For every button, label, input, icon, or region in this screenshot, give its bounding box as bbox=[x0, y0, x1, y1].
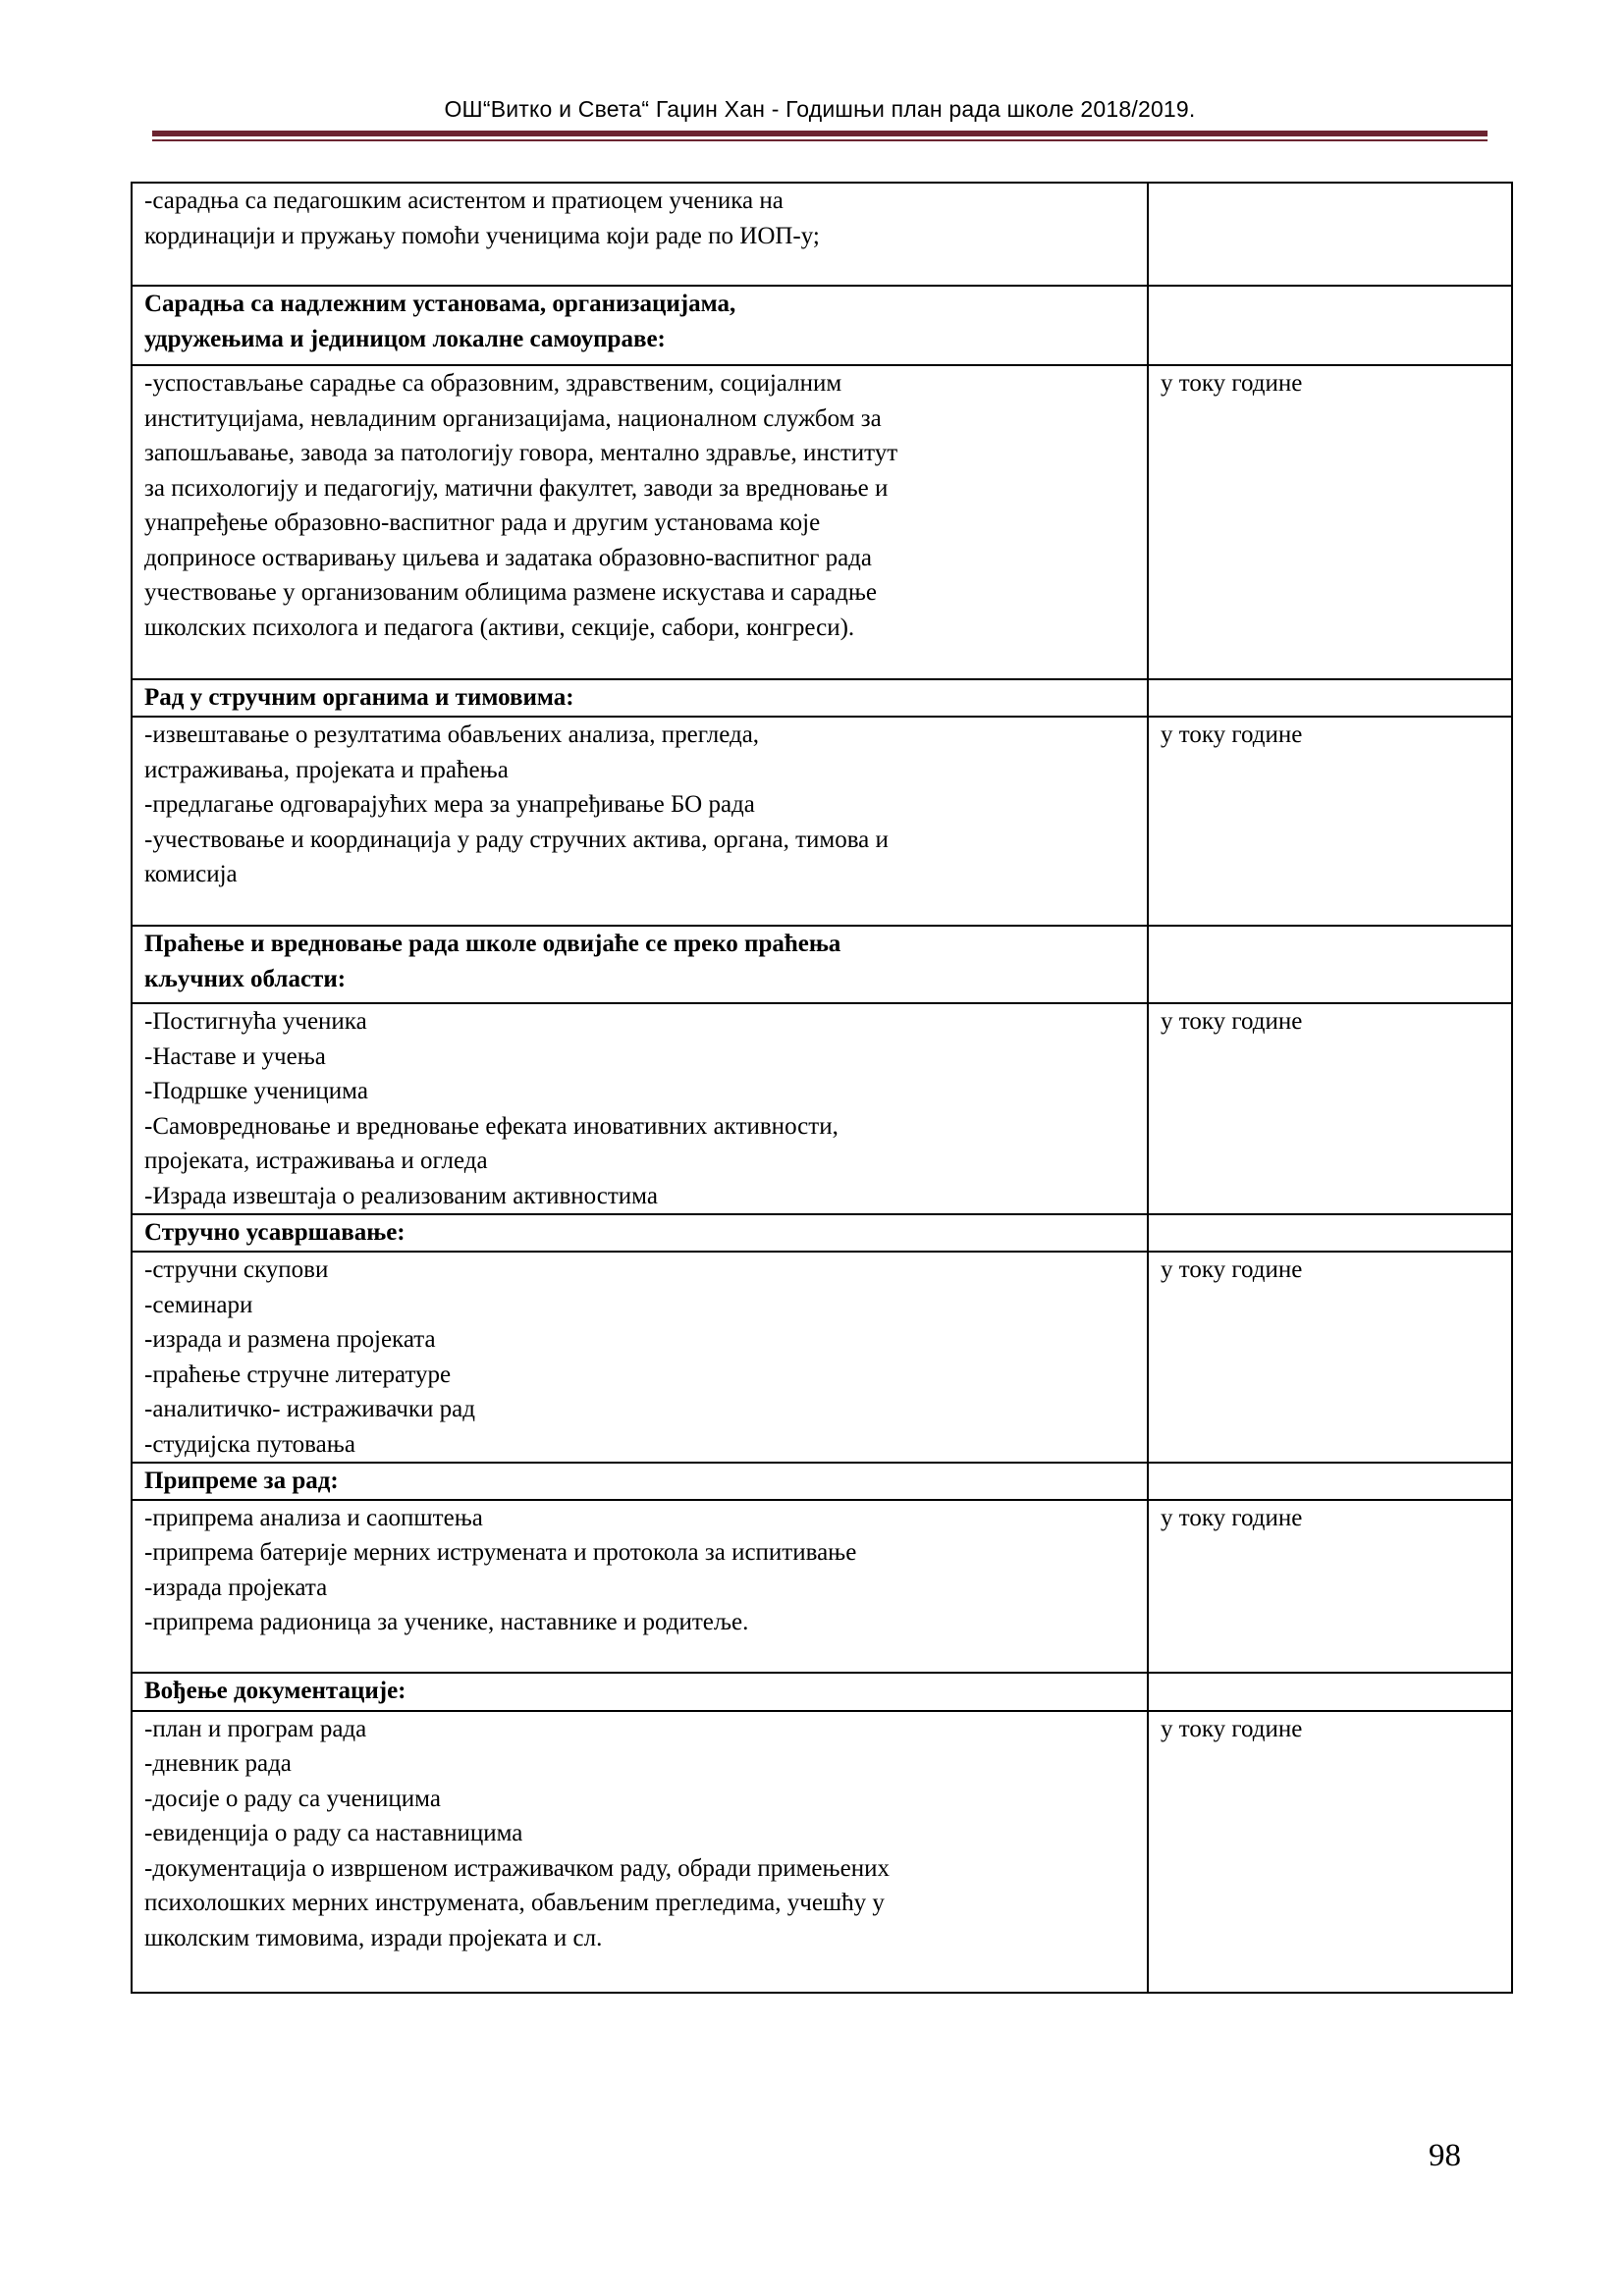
table-section-heading-row bbox=[132, 1214, 1512, 1252]
activity-line: -извештавање о резултатима обављених анализа, прегледа, bbox=[144, 721, 760, 748]
timeframe-cell: у току године bbox=[1148, 1003, 1512, 1214]
activity-line: -припрема анализа и саопштења bbox=[144, 1504, 483, 1531]
activity-line: -израда пројеката bbox=[144, 1574, 328, 1601]
section-heading-cell bbox=[132, 926, 1148, 1003]
activity-cell bbox=[132, 1500, 1148, 1673]
timeframe-cell bbox=[1148, 1673, 1512, 1711]
timeframe-cell bbox=[1148, 679, 1512, 717]
activity-line: -Израда извештаја о реализованим активностима bbox=[144, 1182, 658, 1209]
activity-plan-table bbox=[131, 182, 1513, 1994]
table-row bbox=[132, 717, 1512, 926]
activity-line: -досије о раду са ученицима bbox=[144, 1785, 441, 1812]
section-heading-line: удружењима и јединицом локалне самоуправе: bbox=[144, 325, 666, 352]
section-heading-cell bbox=[132, 679, 1148, 717]
activity-line: школским тимовима, изради пројеката и сл. bbox=[144, 1924, 603, 1951]
timeframe-cell: у току године bbox=[1148, 1252, 1512, 1463]
activity-line: доприносе остваривању циљева и задатака образовно-васпитног рада bbox=[144, 544, 872, 571]
activity-line: -Подршке ученицима bbox=[144, 1078, 368, 1104]
activity-line: -студијска путовања bbox=[144, 1430, 355, 1458]
activity-line: школских психолога и педагога (активи, секције, сабори, конгреси). bbox=[144, 614, 855, 641]
activity-cell bbox=[132, 1003, 1148, 1214]
section-heading-line: Сарадња са надлежним установама, организацијама, bbox=[144, 291, 736, 317]
activity-line: пројеката, истраживања и огледа bbox=[144, 1148, 488, 1174]
activity-line: -Самовредновање и вредновање ефеката иновативних активности, bbox=[144, 1112, 839, 1140]
table-section-heading-row bbox=[132, 1463, 1512, 1500]
activity-line: унапређење образовно-васпитног рада и другим установама које bbox=[144, 509, 821, 536]
section-heading-cell bbox=[132, 286, 1148, 365]
activity-line: -сарадња са педагошким асистентом и пратиоцем ученика на bbox=[144, 187, 784, 214]
activity-line: -документација о извршеном истраживачком раду, обради примењених bbox=[144, 1854, 890, 1882]
activity-line: истраживања, пројеката и праћења bbox=[144, 756, 509, 783]
header-rule-thin bbox=[152, 139, 1488, 141]
activity-cell bbox=[132, 1711, 1148, 1993]
activity-line: -Наставе и учења bbox=[144, 1042, 326, 1070]
table-section-heading-row bbox=[132, 926, 1512, 1003]
section-heading-cell bbox=[132, 1214, 1148, 1252]
activity-line: -семинари bbox=[144, 1291, 253, 1318]
activity-plan-table-body bbox=[132, 183, 1512, 1993]
activity-line: -стручни скупови bbox=[144, 1256, 329, 1283]
timeframe-cell: у току године bbox=[1148, 1711, 1512, 1993]
timeframe-cell bbox=[1148, 286, 1512, 365]
activity-line: -аналитичко- истраживачки рад bbox=[144, 1396, 475, 1422]
table-section-heading-row bbox=[132, 1673, 1512, 1711]
timeframe-cell: у току године bbox=[1148, 1500, 1512, 1673]
activity-line: -успостављање сарадње са образовним, здравственим, социјалним bbox=[144, 370, 842, 397]
activity-line: -израда и размена пројеката bbox=[144, 1326, 436, 1353]
activity-line: -припрема радионица за ученике, наставнике и родитеље. bbox=[144, 1609, 749, 1635]
activity-cell bbox=[132, 183, 1148, 286]
activity-cell bbox=[132, 717, 1148, 926]
activity-line: комисија bbox=[144, 861, 238, 887]
table-row bbox=[132, 1711, 1512, 1993]
activity-line: учествовање у организованим облицима размене искустава и сарадње bbox=[144, 579, 878, 606]
section-heading-line: Стручно усавршавање: bbox=[144, 1219, 406, 1246]
table-row bbox=[132, 1003, 1512, 1214]
activity-line: -дневник рада bbox=[144, 1750, 292, 1777]
timeframe-cell bbox=[1148, 926, 1512, 1003]
table-row bbox=[132, 1252, 1512, 1463]
activity-line: -план и програм рада bbox=[144, 1715, 367, 1742]
page-header-title: ОШ“Витко и Света“ Гаџин Хан - Годишњи план рада школе 2018/2019. bbox=[444, 96, 1196, 122]
table-row bbox=[132, 1500, 1512, 1673]
activity-line: -припрема батерије мерних иструмената и протокола за испитивање bbox=[144, 1539, 857, 1566]
timeframe-cell bbox=[1148, 1463, 1512, 1500]
section-heading-line: Припреме за рад: bbox=[144, 1468, 339, 1494]
activity-cell bbox=[132, 365, 1148, 679]
section-heading-line: Праћење и вредновање рада школе одвијаће се преко праћења bbox=[144, 931, 841, 957]
table-section-heading-row bbox=[132, 679, 1512, 717]
activity-line: -учествовање и координација у раду стручних актива, органа, тимова и bbox=[144, 826, 889, 853]
activity-line: -Постигнућа ученика bbox=[144, 1008, 367, 1035]
table-row bbox=[132, 183, 1512, 286]
table-row bbox=[132, 365, 1512, 679]
header-rule-thick bbox=[152, 131, 1488, 136]
table-section-heading-row bbox=[132, 286, 1512, 365]
activity-line: -предлагање одговарајућих мера за унапређивање БО рада bbox=[144, 791, 755, 818]
activity-line: -праћење стручне литературе bbox=[144, 1361, 452, 1388]
activity-line: -евиденција о раду са наставницима bbox=[144, 1820, 523, 1846]
section-heading-cell bbox=[132, 1463, 1148, 1500]
page-number: 98 bbox=[1429, 2138, 1461, 2173]
section-heading-cell bbox=[132, 1673, 1148, 1711]
section-heading-line: Рад у стручним органима и тимовима: bbox=[144, 684, 574, 711]
timeframe-cell: у току године bbox=[1148, 365, 1512, 679]
activity-line: за психологију и педагогију, матични факултет, заводи за вредновање и bbox=[144, 474, 889, 502]
activity-line: кординацији и пружању помоћи ученицима који раде по ИОП-у; bbox=[144, 222, 820, 249]
section-heading-line: кључних области: bbox=[144, 965, 347, 992]
activity-line: институцијама, невладиним организацијама, националном службом за bbox=[144, 404, 882, 432]
section-heading-line: Вођење документације: bbox=[144, 1677, 406, 1704]
timeframe-cell bbox=[1148, 1214, 1512, 1252]
activity-cell bbox=[132, 1252, 1148, 1463]
timeframe-cell bbox=[1148, 183, 1512, 286]
timeframe-cell: у току године bbox=[1148, 717, 1512, 926]
activity-line: психолошких мерних инструмената, обављеним прегледима, учешћу у bbox=[144, 1890, 885, 1916]
activity-line: запошљавање, завода за патологију говора, ментално здравље, институт bbox=[144, 440, 898, 466]
